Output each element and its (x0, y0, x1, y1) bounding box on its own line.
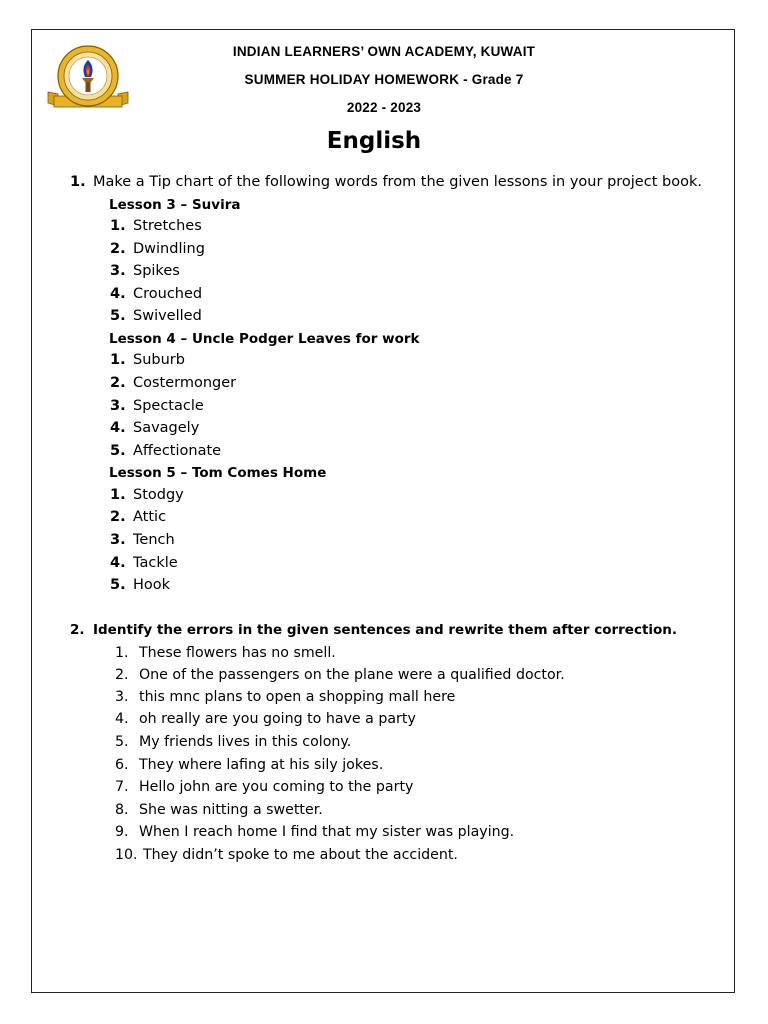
sentence-number: 4. (115, 711, 129, 727)
word-text: Suburb (133, 352, 185, 368)
sentence-number: 3. (115, 689, 129, 705)
question-1-number: 1. (70, 174, 86, 190)
word-item (110, 532, 175, 548)
lesson-heading: Lesson 4 – Uncle Podger Leaves for work (109, 331, 420, 347)
word-item (110, 443, 221, 459)
word-number: 2. (110, 241, 126, 257)
word-text: Hook (133, 577, 171, 593)
homework-title: SUMMER HOLIDAY HOMEWORK - Grade 7 (244, 72, 524, 87)
sentence-item (115, 802, 323, 818)
word-item (110, 420, 199, 436)
word-text: Savagely (133, 420, 200, 436)
question-1-text: Make a Tip chart of the following words from the given lessons in your project book. (93, 174, 702, 190)
word-item (110, 555, 178, 571)
word-item (110, 509, 166, 525)
word-text: Costermonger (133, 375, 237, 391)
subject-title: English (326, 128, 422, 154)
sentence-item (115, 734, 351, 750)
word-text: Spectacle (133, 398, 204, 414)
sentence-text: They didn’t spoke to me about the accident. (143, 847, 458, 863)
sentence-text: One of the passengers on the plane were a qualified doctor. (139, 667, 565, 683)
word-item (110, 375, 236, 391)
sentence-number: 8. (115, 802, 129, 818)
word-item (110, 263, 180, 279)
sentence-number: 1. (115, 645, 129, 661)
word-item (110, 577, 170, 593)
sentence-text: These flowers has no smell. (139, 645, 336, 661)
question-2 (70, 622, 677, 638)
word-number: 5. (110, 443, 126, 459)
word-number: 3. (110, 398, 126, 414)
word-text: Affectionate (133, 443, 222, 459)
word-text: Swivelled (133, 308, 202, 324)
word-number: 4. (110, 286, 126, 302)
word-item (110, 308, 202, 324)
sentence-item (115, 689, 455, 705)
lesson-heading: Lesson 5 – Tom Comes Home (109, 465, 327, 481)
word-number: 1. (110, 487, 126, 503)
sentence-item (115, 757, 383, 773)
school-name: INDIAN LEARNERS’ OWN ACADEMY, KUWAIT (232, 44, 536, 59)
word-number: 3. (110, 263, 126, 279)
lesson-heading: Lesson 3 – Suvira (109, 197, 241, 213)
sentence-item (115, 824, 514, 840)
sentence-number: 9. (115, 824, 129, 840)
word-item (110, 286, 202, 302)
question-2-number: 2. (70, 622, 85, 638)
word-item (110, 398, 204, 414)
sentence-number: 7. (115, 779, 129, 795)
sentence-number: 6. (115, 757, 129, 773)
question-1 (70, 174, 702, 190)
question-2-text: Identify the errors in the given sentences and rewrite them after correction. (93, 622, 678, 638)
sentence-text: this mnc plans to open a shopping mall here (139, 689, 456, 705)
sentence-item (115, 667, 565, 683)
word-item (110, 241, 205, 257)
word-number: 3. (110, 532, 126, 548)
word-item (110, 487, 184, 503)
word-text: Crouched (133, 286, 203, 302)
word-text: Stretches (133, 218, 202, 234)
word-number: 1. (110, 218, 126, 234)
sentence-text: She was nitting a swetter. (139, 802, 323, 818)
sentence-text: My friends lives in this colony. (139, 734, 352, 750)
word-number: 4. (110, 555, 126, 571)
word-text: Spikes (133, 263, 180, 279)
word-number: 2. (110, 509, 126, 525)
word-text: Attic (133, 509, 167, 525)
sentence-item (115, 847, 458, 863)
word-text: Stodgy (133, 487, 184, 503)
word-item (110, 352, 185, 368)
word-item (110, 218, 202, 234)
sentence-item (115, 711, 416, 727)
sentence-number: 5. (115, 734, 129, 750)
word-number: 1. (110, 352, 126, 368)
sentence-text: They where lafing at his sily jokes. (139, 757, 384, 773)
sentence-text: When I reach home I find that my sister was playing. (139, 824, 515, 840)
word-number: 2. (110, 375, 126, 391)
sentence-item (115, 645, 336, 661)
sentence-number: 10. (115, 847, 138, 863)
word-number: 5. (110, 577, 126, 593)
word-text: Tench (133, 532, 175, 548)
word-text: Tackle (133, 555, 178, 571)
sentence-text: Hello john are you coming to the party (139, 779, 414, 795)
sentence-text: oh really are you going to have a party (139, 711, 416, 727)
word-number: 5. (110, 308, 126, 324)
word-text: Dwindling (133, 241, 205, 257)
word-number: 4. (110, 420, 126, 436)
sentence-number: 2. (115, 667, 129, 683)
sentence-item (115, 779, 413, 795)
academic-year: 2022 - 2023 (346, 100, 422, 115)
